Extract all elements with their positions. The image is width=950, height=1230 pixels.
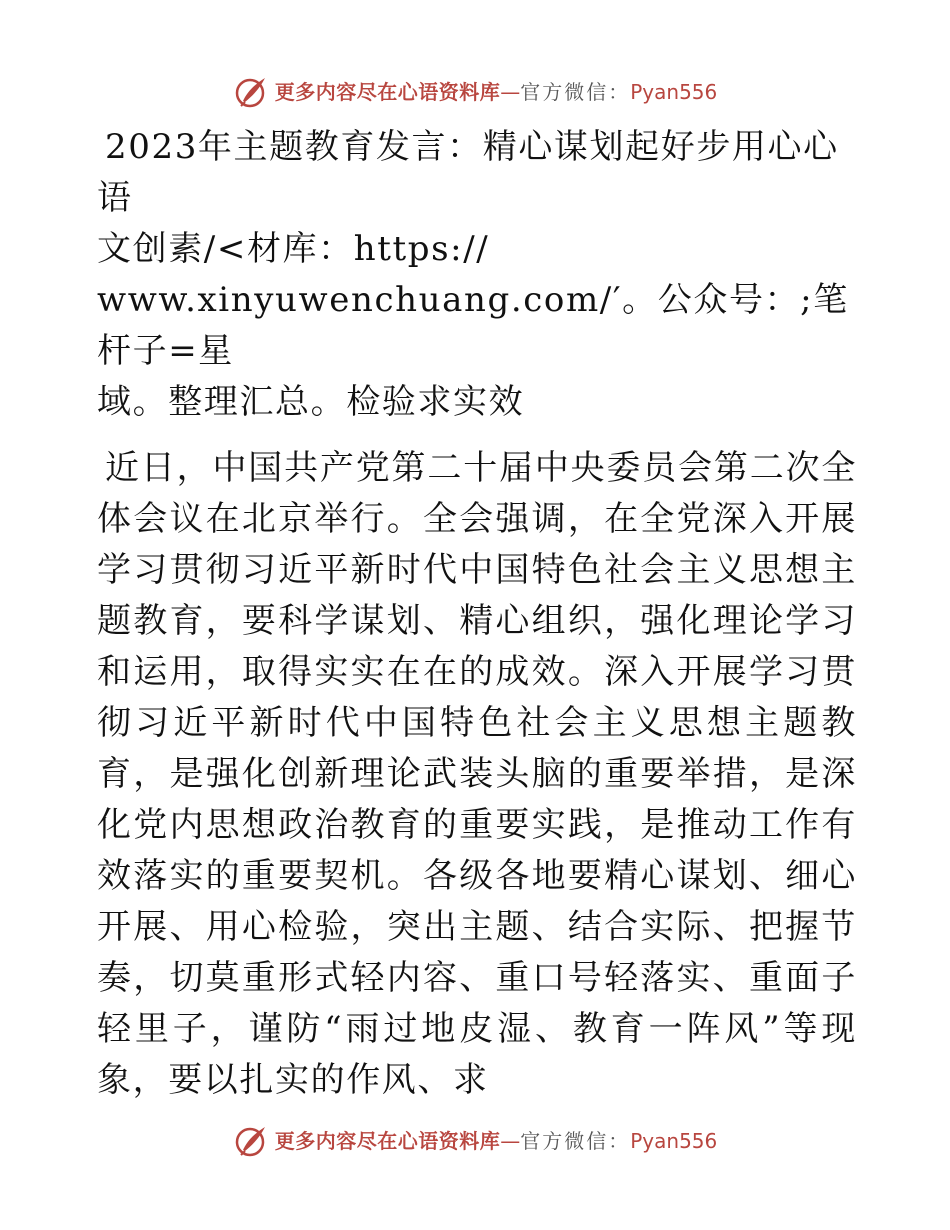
watermark-main-text: 更多内容尽在心语资料库 <box>274 80 501 104</box>
title-line: 域。整理汇总。检验求实效 <box>97 382 525 422</box>
watermark-official-label: 官方微信： <box>520 1129 631 1153</box>
footer-watermark <box>0 1121 950 1161</box>
watermark-official-label: 官方微信： <box>520 80 631 104</box>
document-title <box>97 122 857 428</box>
document-content <box>97 122 857 1106</box>
quill-logo-icon <box>233 1123 269 1159</box>
title-line: 文创素/<材库：https:// <box>97 229 490 269</box>
title-line: www.xinyuwenchuang.com/′。公众号：;笔杆子=星 <box>97 280 849 371</box>
watermark-dash: — <box>500 80 521 104</box>
watermark-wechat-id: Pyan556 <box>630 80 718 104</box>
watermark-main-text: 更多内容尽在心语资料库 <box>274 1129 501 1153</box>
watermark-wechat-id: Pyan556 <box>630 1129 718 1153</box>
body-paragraph: 近日，中国共产党第二十届中央委员会第二次全体会议在北京举行。全会强调，在全党深入开展学习贯彻习近平新时代中国特色社会主义思想主题教育，要科学谋划、精心组织，强化理论学习和运用，取得实实在在的成效。深入开展学习贯彻习近平新时代中国特色社会主义思想主题教育，是强化创新理论武装头脑的重要举措，是深化党内思想政治教育的重要实践，是推动工作有效落实的重要契机。各级各地要精心谋划、细心开展、用心检验，突出主题、结合实际、把握节奏，切莫重形式轻内容、重口号轻落实、重面子轻里子，谨防“雨过地皮湿、教育一阵风”等现象，要以扎实的作风、求 <box>97 448 857 1100</box>
watermark-dash: — <box>500 1129 521 1153</box>
header-watermark <box>0 72 950 112</box>
title-line: 2023年主题教育发言：精心谋划起好步用心心语 <box>97 127 839 218</box>
quill-logo-icon <box>233 74 269 110</box>
